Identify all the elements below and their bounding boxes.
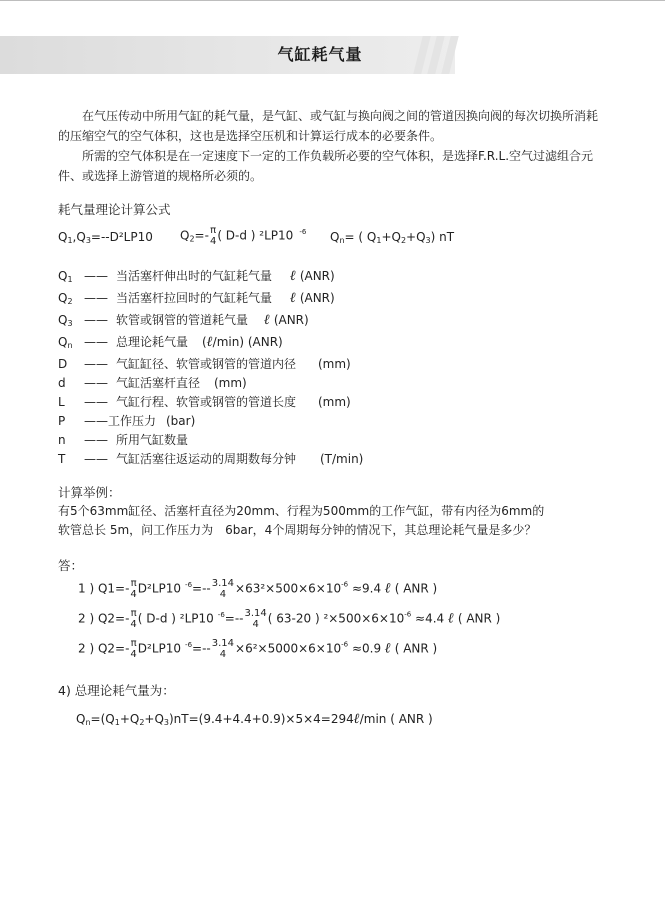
definition-q3: $Q_3$ —— 软管或钢管的管道耗气量 ℓ (ANR) (58, 312, 309, 328)
example-text-line-1: 有5个63mm缸径、活塞杆直径为20mm、行程为500mm的工作气缸，带有内径为6mm的 (58, 504, 545, 518)
definition-p: P ——工作压力 (bar) (58, 414, 196, 428)
formula-qn: $Q_n=$ ( $Q_1+Q_2+Q_3$) nT (330, 230, 455, 245)
definition-d-rod: d —— 气缸活塞杆直径 (mm) (58, 376, 247, 390)
example-text-line-2: 软管总长 5m，问工作压力为 6bar，4个周期每分钟的情况下，其总理论耗气量是多少？ (58, 523, 537, 537)
liter-symbol: ℓ (448, 610, 454, 627)
liter-symbol: ℓ (264, 312, 270, 328)
definition-qn: $Q_n$ —— 总理论耗气量 (ℓ/min) (ANR) (58, 334, 283, 350)
top-rule (0, 0, 665, 1)
answer-line-3: 2 ) Q2=- π 4 D²LP10 $^{-6}$=-- 3.14 4 $\times 6^2\times 5000\times 6\times 10^{-6} \approx 0.9$ ℓ ( ANR ) (78, 638, 438, 660)
definition-q1: $Q_1$ —— 当活塞杆伸出时的气缸耗气量 ℓ (ANR) (58, 268, 335, 284)
formula-q1-q3: $Q_1,Q_3=--D^2LP10$ (58, 230, 153, 245)
liter-symbol: ℓ (353, 711, 360, 727)
liter-symbol: ℓ (206, 334, 213, 350)
example-heading: 计算举例： (58, 485, 121, 500)
formula-q2: $Q_2=-$ π 4 ( D-d ) ²LP10 $^{-6}$ (180, 225, 307, 247)
liter-symbol: ℓ (290, 268, 296, 284)
page-title: 气缸耗气量 (277, 45, 363, 64)
intro-paragraph-2: 所需的空气体积是在一定速度下一定的工作负载所必要的空气体积，是选择F.R.L.空气过滤组合元件、或选择上游管道的规格所必须的。 (58, 149, 594, 183)
definition-l: L —— 气缸行程、软管或钢管的管道长度 (mm) (58, 395, 351, 409)
liter-symbol: ℓ (384, 640, 391, 657)
answer-heading: 答： (58, 558, 84, 573)
formula-heading: 耗气量理论计算公式 (58, 202, 171, 217)
definition-n: n —— 所用气缸数量 (58, 433, 189, 447)
liter-symbol: ℓ (290, 290, 296, 306)
definition-q2: $Q_2$ —— 当活塞杆拉回时的气缸耗气量 ℓ (ANR) (58, 290, 335, 306)
total-formula: $Q_n=(Q_1+Q_2+Q_3)nT=(9.4+4.4+0.9)\times 5\times 4=294\ell/\min$ ( ANR ) (76, 711, 433, 727)
definition-d-bore: D —— 气缸缸径、软管或钢管的管道内径 (mm) (58, 357, 351, 371)
liter-symbol: ℓ (384, 580, 391, 597)
definition-t: T —— 气缸活塞往返运动的周期数每分钟 (T/min) (58, 452, 364, 466)
total-heading: 4) 总理论耗气量为： (58, 683, 175, 698)
intro-paragraph-1: 在气压传动中所用气缸的耗气量，是气缸、或气缸与换向阀之间的管道因换向阀的每次切换所消耗的压缩空气的空气体积，这也是选择空压机和计算运行成本的必要条件。 (58, 109, 599, 143)
answer-line-2: 2 ) Q2=- π 4 ( D-d ) ²LP10 $^{-6}$=-- 3.14 4 ( 63-20 ) $^2\times 500\times 6\times 10^{-6} \approx 4.4$ ℓ ( ANR ) (78, 608, 501, 630)
answer-line-1: 1 ) Q1=- π 4 D²LP10 $^{-6}$=-- 3.14 4 $\times 63^2\times 500\times 6\times 10^{-6} \approx 9.4$ ℓ ( ANR ) (78, 578, 438, 600)
